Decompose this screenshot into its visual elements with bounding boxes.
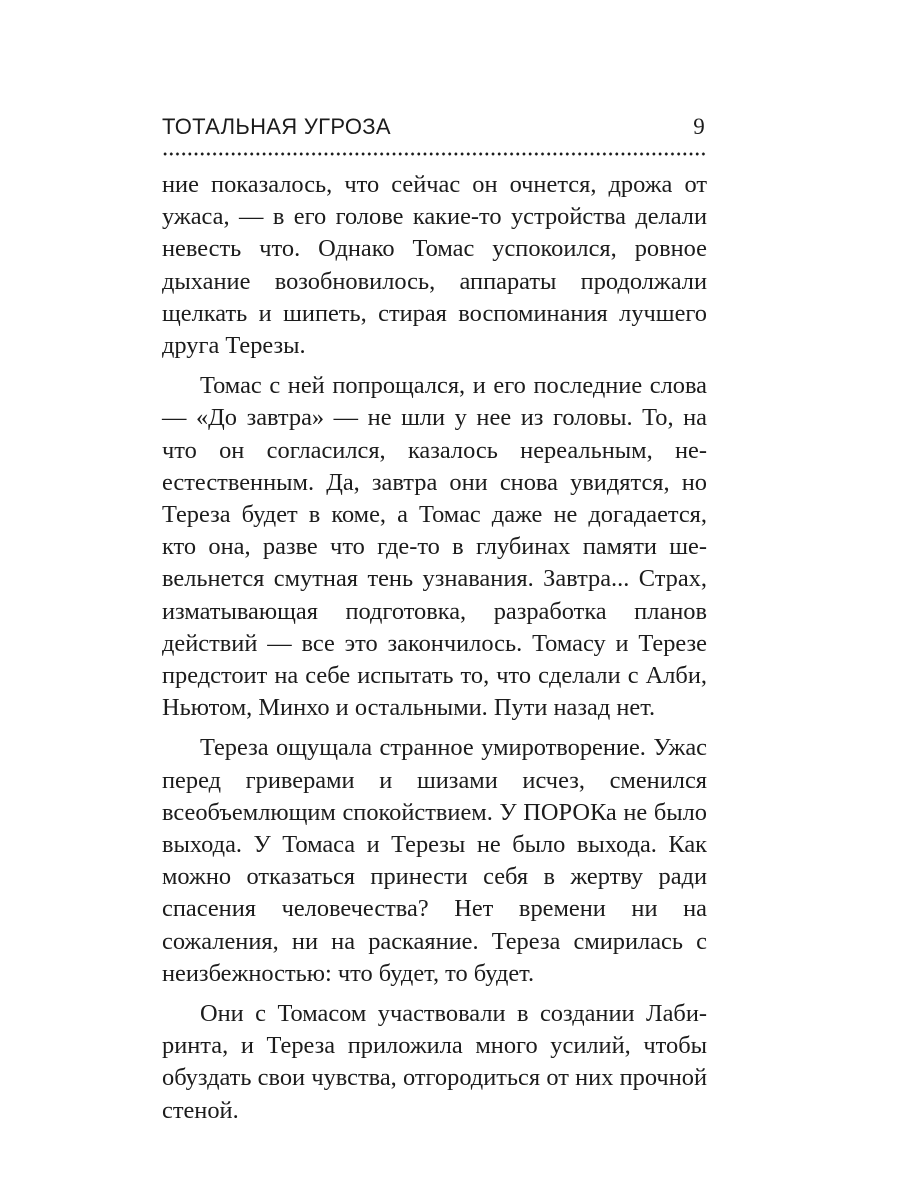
paragraph: Томас с ней попрощался, и его последние слова — «До завтра» — не шли у нее из головы. То, на что он согласился, казалось нереальным, неестественным. Да, завтра они снова увидятся, но Тереза будет в коме, а Томас даже не догадается, кто она, разве что где-то в глубинах памяти шевельнется смутная тень узнавания. Завтра... Страх, изматывающая подготовка, разработка планов действий — все это закончилось. Томасу и Терезе предстоит на себе испытать то, что сделали с Алби, Ньютом, Минхо и остальными. Пути назад нет. [162, 372, 707, 722]
running-head [162, 112, 707, 142]
body-text [162, 169, 707, 1127]
dotted-rule-divider [162, 152, 707, 156]
paragraph-continued: ние показалось, что сейчас он очнется, дрожа от ужаса, — в его голове какие-то устройства делали невесть что. Однако Томас успокоился, ровное дыхание возобновилось, аппараты продолжали щелкать и шипеть, стирая воспоминания лучшего друга Терезы. [162, 171, 707, 360]
running-title: ТОТАЛЬНАЯ УГРОЗА [162, 114, 391, 139]
book-page [162, 112, 707, 1127]
page-number: 9 [693, 114, 705, 139]
paragraph: Они с Томасом участвовали в создании Лабиринта, и Тереза приложила много усилий, чтобы обуздать свои чувства, отгородиться от них прочной стеной. [162, 1000, 707, 1124]
paragraph: Тереза ощущала странное умиротворение. Ужас перед гриверами и шизами исчез, сменился всеобъемлющим спокойствием. У ПОРОКа не было выхода. У Томаса и Терезы не было выхода. Как можно отказаться принести себя в жертву ради спасения человечества? Нет времени ни на сожаления, ни на раскаяние. Тереза смирилась с неизбежностью: что будет, то будет. [162, 734, 707, 987]
